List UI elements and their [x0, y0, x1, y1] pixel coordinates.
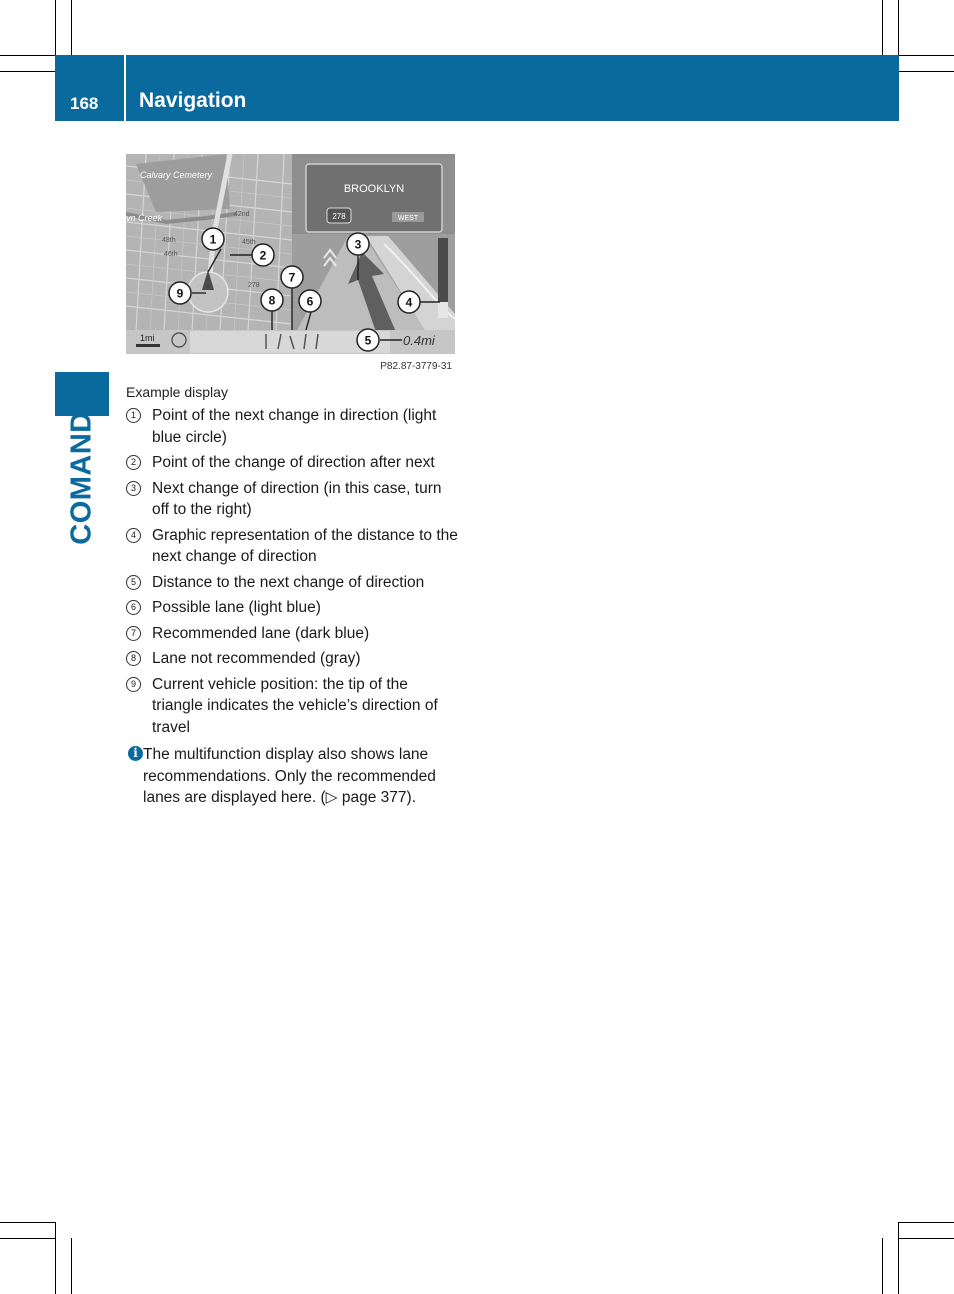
crop-mark [71, 1238, 72, 1294]
map-label: Calvary Cemetery [140, 170, 213, 180]
crop-mark [0, 71, 55, 72]
side-tab [55, 372, 109, 416]
callout-9: 9 [176, 286, 184, 301]
legend-item [126, 525, 458, 568]
header-divider [124, 55, 126, 121]
legend-number: 4 [126, 528, 141, 543]
legend-item [126, 674, 458, 739]
legend-number: 9 [126, 677, 141, 692]
legend-item [126, 623, 458, 645]
map-label: 45th [242, 239, 256, 246]
crop-mark [882, 0, 883, 55]
callout-4: 4 [405, 295, 413, 310]
legend-item [126, 648, 458, 670]
distance-label: 0.4mi [403, 333, 435, 348]
callout-2: 2 [259, 248, 267, 263]
crop-mark [0, 1222, 55, 1223]
callout-6: 6 [306, 294, 314, 309]
legend-item [126, 572, 458, 594]
crop-mark [882, 1238, 883, 1294]
navigation-illustration [126, 154, 455, 354]
crop-mark [898, 0, 899, 55]
map-label: 278 [248, 282, 260, 289]
legend-item [126, 452, 458, 474]
crop-mark [898, 1222, 899, 1294]
legend-text: Point of the next change in direction (light blue circle) [152, 407, 437, 446]
legend-number: 6 [126, 600, 141, 615]
crop-mark [0, 55, 55, 56]
crop-mark [899, 55, 954, 56]
sign-shield: 278 [332, 212, 346, 221]
page-number: 168 [70, 94, 99, 113]
crop-mark [899, 1238, 954, 1239]
info-text: The multifunction display also shows lane recommendations. Only the recommended lanes are displayed here. (▷ page 377). [143, 746, 436, 806]
crop-mark [55, 1222, 56, 1294]
map-label: vn Creek [126, 213, 163, 223]
side-label: COMAND [65, 411, 98, 545]
legend-text: Graphic representation of the distance to the next change of direction [152, 526, 458, 565]
navigation-figure [126, 154, 455, 354]
figure-code: P82.87-3779-31 [380, 361, 452, 372]
crop-mark [0, 1238, 55, 1239]
legend-number: 7 [126, 626, 141, 641]
callout-8: 8 [268, 293, 276, 308]
sign-direction: WEST [397, 215, 419, 222]
legend-number: 2 [126, 455, 141, 470]
crop-mark [71, 0, 72, 55]
figure-caption: Example display [126, 384, 228, 400]
legend-item [126, 405, 458, 448]
section-title: Navigation [139, 89, 247, 112]
map-label: 42nd [234, 211, 250, 218]
legend-item [126, 478, 458, 521]
info-icon: i [128, 746, 143, 761]
legend-number: 5 [126, 575, 141, 590]
legend-text: Distance to the next change of direction [152, 573, 425, 591]
legend-number: 1 [126, 408, 141, 423]
legend-number: 8 [126, 651, 141, 666]
crop-mark [899, 71, 954, 72]
sign-text: BROOKLYN [343, 183, 405, 195]
info-note [126, 744, 458, 809]
crop-mark [55, 0, 56, 55]
legend-item [126, 597, 458, 619]
legend-number: 3 [126, 481, 141, 496]
crop-mark [899, 1222, 954, 1223]
legend-text: Lane not recommended (gray) [152, 650, 361, 667]
callout-7: 7 [288, 270, 296, 285]
map-label: 46th [164, 251, 178, 258]
legend-text: Possible lane (light blue) [152, 599, 321, 616]
callout-3: 3 [354, 237, 362, 252]
legend-text: Point of the change of direction after next [152, 454, 435, 471]
legend-list [126, 405, 458, 742]
legend-text: Current vehicle position: the tip of the triangle indicates the vehicle’s direction of travel [152, 675, 438, 736]
map-label: 48th [162, 237, 176, 244]
scale-label: 1mi [140, 333, 155, 343]
callout-1: 1 [209, 232, 217, 247]
legend-text: Recommended lane (dark blue) [152, 624, 370, 642]
callout-5: 5 [364, 333, 372, 348]
legend-text: Next change of direction (in this case, turn off to the right) [152, 479, 442, 518]
